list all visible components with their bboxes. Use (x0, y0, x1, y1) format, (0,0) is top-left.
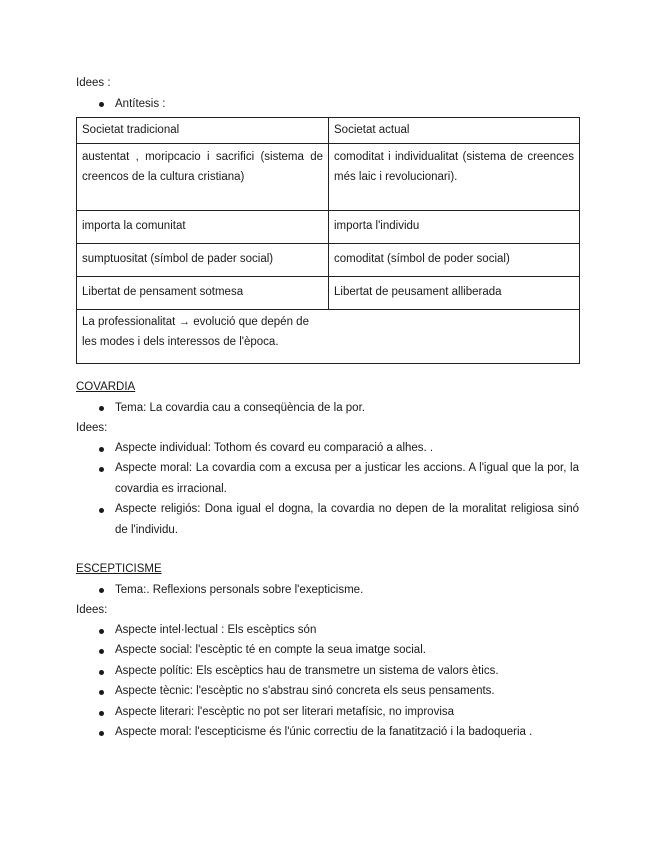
section-heading-escepticisme: ESCEPTICISME (76, 563, 162, 575)
table-cell: importa l'individu (329, 211, 580, 244)
table-header-cell: Societat actual (329, 118, 580, 144)
bullet-dot (99, 649, 104, 654)
table-cell: importa la comunitat (77, 211, 329, 244)
table-row (77, 277, 580, 310)
covardia-ideas-label: Idees: (76, 422, 108, 434)
covardia-theme: Tema: La covardia cau a conseqüència de la por. (115, 402, 365, 414)
table-header-cell: Societat tradicional (77, 118, 329, 144)
antithesis-table (76, 117, 580, 364)
table-cell: Libertat de peusament alliberada (329, 277, 580, 310)
table-header-row (77, 118, 580, 144)
bullet-dot (99, 670, 104, 675)
bullet-dot (99, 406, 104, 411)
bullet-dot (99, 447, 104, 452)
list-item: Aspecte moral: l'escepticisme és l'únic correctiu de la fanatització i la badoqueria . (115, 726, 533, 738)
escepticisme-theme: Tema:. Reflexions personals sobre l'exepticisme. (115, 584, 364, 596)
table-cell: sumptuositat (símbol de pader social) (77, 244, 329, 277)
list-item: Aspecte social: l'escèptic té en compte la seua imatge social. (115, 644, 426, 656)
ideas-label: Idees : (76, 77, 111, 89)
list-item: Aspecte individual: Tothom és covard eu comparació a alhes. . (115, 442, 434, 454)
table-footer-row (77, 310, 580, 364)
table-footer-cell (77, 310, 580, 364)
table-cell: comoditat (símbol de poder social) (329, 244, 580, 277)
table-cell: Libertat de pensament sotmesa (77, 277, 329, 310)
list-item: Aspecte intel·lectual : Els escèptics són (115, 624, 317, 636)
table-row (77, 211, 580, 244)
list-item: Aspecte tècnic: l'escèptic no s'abstrau sinó concreta els seus pensaments. (115, 685, 495, 697)
bullet-dot (99, 467, 104, 472)
table-cell: austentat , moripcacio i sacrifici (sistema de creencos de la cultura cristiana) (77, 144, 329, 211)
list-item: Aspecte religiós: Dona igual el dogna, la covardia no depen de la moralitat religiosa sinó de l'individu. (115, 503, 579, 536)
section-heading-covardia: COVARDIA (76, 381, 136, 393)
antithesis-label: Antítesis : (115, 98, 166, 110)
bullet-dot (99, 508, 104, 513)
table-cell: comoditat i individualitat (sistema de creences més laic i revolucionari). (329, 144, 580, 211)
bullet-dot (99, 690, 104, 695)
bullet-dot (99, 731, 104, 736)
table-row (77, 144, 580, 211)
bullet-dot (99, 102, 104, 107)
bullet-dot (99, 629, 104, 634)
bullet-dot (99, 588, 104, 593)
table-row (77, 244, 580, 277)
list-item: Aspecte polític: Els escèptics hau de transmetre un sistema de valors ètics. (115, 665, 499, 677)
list-item: Aspecte literari: l'escèptic no pot ser literari metafísic, no improvisa (115, 706, 455, 718)
escepticisme-ideas-label: Idees: (76, 604, 108, 616)
bullet-dot (99, 711, 104, 716)
table-footer-text: La professionalitat → evolució que depén de les modes i dels interessos de l'època. (82, 316, 309, 348)
list-item: Aspecte moral: La covardia com a excusa per a justicar les accions. A l'igual que la por, la covardia es irracional. (115, 462, 579, 495)
